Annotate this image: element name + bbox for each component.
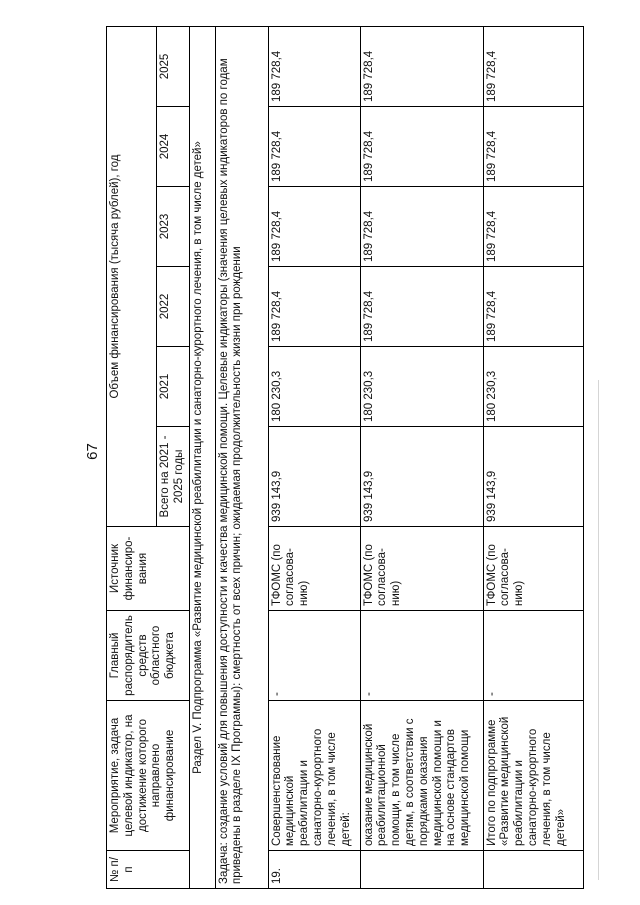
row-event: оказание медицинской реабилитационной помощи, в том числе детям, в соответствии с порядками оказания медицинской помощи и на основе стандартов медицинской помощи <box>360 701 483 851</box>
row-2024: 189 728,4 <box>360 107 483 187</box>
row-2023: 189 728,4 <box>268 187 360 267</box>
row-manager: - <box>360 611 483 701</box>
row-2021: 180 230,3 <box>268 347 360 427</box>
header-row <box>107 26 157 888</box>
row-2021: 180 230,3 <box>360 347 483 427</box>
row-source: ТФОМС (по согласова-нию) <box>268 527 360 611</box>
header-total: Всего на 2021 - 2025 годы <box>157 427 190 527</box>
row-2025: 189 728,4 <box>360 26 483 106</box>
row-source: ТФОМС (по согласова-нию) <box>483 527 583 611</box>
row-2021: 180 230,3 <box>483 347 583 427</box>
task-row <box>215 26 268 888</box>
row-2023: 189 728,4 <box>360 187 483 267</box>
page-number: 67 <box>83 443 101 460</box>
row-manager: - <box>268 611 360 701</box>
header-source: Источник финансиро-вания <box>107 527 190 611</box>
row-2022: 189 728,4 <box>483 267 583 347</box>
rotated-table-container <box>106 27 567 889</box>
header-num: № п/п <box>107 851 190 889</box>
table-row-total <box>483 26 583 888</box>
header-year-2021: 2021 <box>157 347 190 427</box>
section-title: Раздел V. Подпрограмма «Развитие медицинской реабилитации и санаторно-курортного лечения, в том числе детей» <box>189 26 215 888</box>
row-total: 939 143,9 <box>360 427 483 527</box>
table-row <box>268 26 360 888</box>
row-event: Итого по подпрограмме «Развитие медицинской реабилитации и санаторно-курортного лечения, в том числе детей» <box>483 701 583 851</box>
row-2024: 189 728,4 <box>268 107 360 187</box>
row-manager: - <box>483 611 583 701</box>
header-year-2023: 2023 <box>157 187 190 267</box>
row-source: ТФОМС (по согласова-нию) <box>360 527 483 611</box>
row-total: 939 143,9 <box>268 427 360 527</box>
scan-margin-line <box>598 380 599 880</box>
header-year-2022: 2022 <box>157 267 190 347</box>
task-text: Задача: создание условий для повышения доступности и качества медицинской помощи. Целевые индикаторы (значения целевых индикаторов по годам приведены в разделе IX Программы): смертность от всех причин; ожидаемая продолжительность жизни при рождении <box>215 26 268 888</box>
table-row <box>360 26 483 888</box>
row-num: 19. <box>268 851 360 889</box>
header-volume: Объем финансирования (тысяча рублей), год <box>107 26 157 526</box>
row-total: 939 143,9 <box>483 427 583 527</box>
header-year-2024: 2024 <box>157 107 190 187</box>
row-2023: 189 728,4 <box>483 187 583 267</box>
header-manager: Главный распорядитель средств областного бюджета <box>107 611 190 701</box>
row-num <box>483 851 583 889</box>
row-2022: 189 728,4 <box>268 267 360 347</box>
section-row <box>189 26 215 888</box>
row-2025: 189 728,4 <box>268 26 360 106</box>
row-2025: 189 728,4 <box>483 26 583 106</box>
row-2022: 189 728,4 <box>360 267 483 347</box>
row-2024: 189 728,4 <box>483 107 583 187</box>
row-num <box>360 851 483 889</box>
header-event: Мероприятие, задача целевой индикатор, на достижение которого направлено финансирование <box>107 701 190 851</box>
financing-table <box>106 26 584 889</box>
header-year-2025: 2025 <box>157 26 190 106</box>
row-event: Совершенствование медицинской реабилитации и санаторно-курортного лечения, в том числе детей: <box>268 701 360 851</box>
